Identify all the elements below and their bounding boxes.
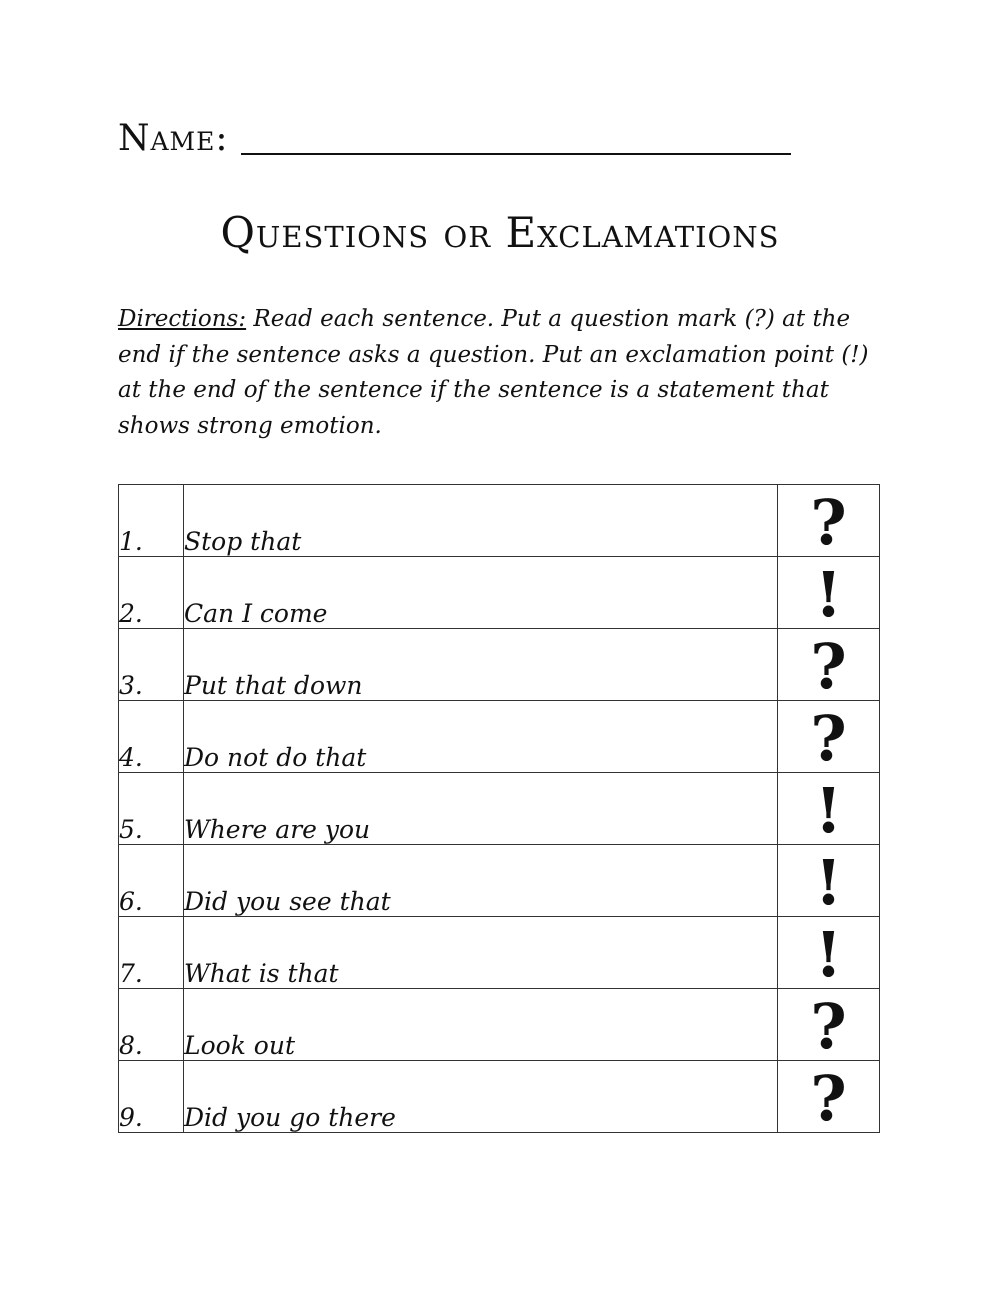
table-row — [119, 485, 880, 557]
row-sentence: Stop that — [184, 485, 778, 557]
punctuation-mark[interactable]: ? — [810, 1062, 847, 1135]
row-sentence: Can I come — [184, 557, 778, 629]
row-sentence: Look out — [184, 989, 778, 1061]
punctuation-mark[interactable]: ? — [810, 486, 847, 559]
table-row — [119, 917, 880, 989]
directions — [118, 302, 878, 444]
table-row — [119, 557, 880, 629]
table-row — [119, 845, 880, 917]
punctuation-mark[interactable]: ? — [810, 990, 847, 1063]
name-field — [118, 118, 791, 159]
row-sentence: What is that — [184, 917, 778, 989]
row-number: 2. — [119, 557, 184, 629]
punctuation-cell[interactable] — [778, 701, 880, 773]
punctuation-cell[interactable] — [778, 557, 880, 629]
punctuation-cell[interactable] — [778, 1061, 880, 1133]
punctuation-cell[interactable] — [778, 989, 880, 1061]
table-row — [119, 1061, 880, 1133]
row-number: 9. — [119, 1061, 184, 1133]
row-sentence: Put that down — [184, 629, 778, 701]
row-number: 5. — [119, 773, 184, 845]
row-number: 4. — [119, 701, 184, 773]
punctuation-cell[interactable] — [778, 917, 880, 989]
name-label: Name: — [118, 118, 229, 159]
punctuation-cell[interactable] — [778, 629, 880, 701]
punctuation-cell[interactable] — [778, 773, 880, 845]
table-row — [119, 989, 880, 1061]
table-row — [119, 773, 880, 845]
punctuation-cell[interactable] — [778, 485, 880, 557]
row-sentence: Did you see that — [184, 845, 778, 917]
punctuation-mark[interactable]: ! — [814, 774, 843, 847]
row-number: 3. — [119, 629, 184, 701]
directions-label: Directions: — [118, 306, 247, 332]
row-number: 8. — [119, 989, 184, 1061]
row-sentence: Do not do that — [184, 701, 778, 773]
punctuation-cell[interactable] — [778, 845, 880, 917]
table-row — [119, 701, 880, 773]
name-blank-line[interactable] — [241, 123, 791, 155]
punctuation-mark[interactable]: ! — [814, 918, 843, 991]
punctuation-mark[interactable]: ? — [810, 630, 847, 703]
row-sentence: Did you go there — [184, 1061, 778, 1133]
row-number: 7. — [119, 917, 184, 989]
punctuation-mark[interactable]: ? — [810, 702, 847, 775]
table-row — [119, 629, 880, 701]
punctuation-mark[interactable]: ! — [814, 558, 843, 631]
row-number: 1. — [119, 485, 184, 557]
directions-text: Read each sentence. Put a question mark (?) at the end if the sentence asks a question. Put an exclamation point (!) at the end of the sentence if the sentence is a statement that shows strong emotion. — [118, 306, 869, 439]
sentence-table — [118, 484, 880, 1133]
punctuation-mark[interactable]: ! — [814, 846, 843, 919]
row-sentence: Where are you — [184, 773, 778, 845]
row-number: 6. — [119, 845, 184, 917]
worksheet-title: Questions or Exclamations — [220, 208, 780, 257]
